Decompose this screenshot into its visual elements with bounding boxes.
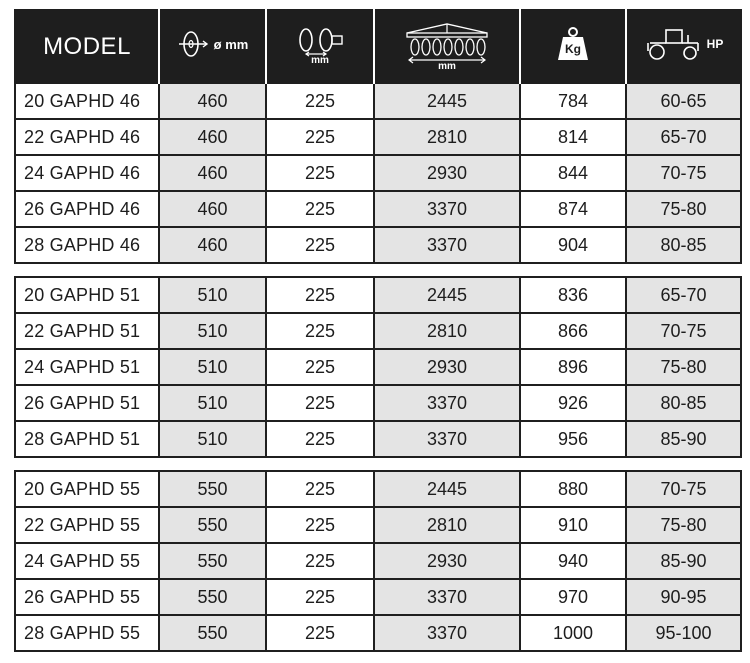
disc-diameter-cell: 550	[160, 544, 267, 580]
disc-diameter-cell: 460	[160, 120, 267, 156]
power-cell: 90-95	[627, 580, 742, 616]
disc-diameter-cell: 510	[160, 386, 267, 422]
disc-diameter-cell: 460	[160, 156, 267, 192]
model-cell: 20 GAPHD 46	[14, 84, 160, 120]
disc-spacing-cell: 225	[267, 314, 375, 350]
disc-spacing-cell: 225	[267, 422, 375, 458]
disc-diameter-cell: 460	[160, 228, 267, 264]
disc-spacing-cell: 225	[267, 156, 375, 192]
table-row	[14, 314, 742, 350]
model-column-header: MODEL	[14, 9, 160, 84]
model-cell: 22 GAPHD 51	[14, 314, 160, 350]
disc-diameter-cell: 510	[160, 278, 267, 314]
working-width-cell: 2445	[375, 472, 521, 508]
working-width-cell: 2810	[375, 508, 521, 544]
disc-spacing-cell: 225	[267, 580, 375, 616]
table-row	[14, 120, 742, 156]
power-unit: HP	[706, 37, 724, 51]
weight-header	[521, 9, 627, 84]
table-row	[14, 580, 742, 616]
disc-diameter-header	[160, 9, 267, 84]
table-row	[14, 228, 742, 264]
model-cell: 22 GAPHD 46	[14, 120, 160, 156]
power-cell: 85-90	[627, 544, 742, 580]
table-row	[14, 156, 742, 192]
disc-spacing-cell: 225	[267, 616, 375, 652]
disc-diameter-cell: 510	[160, 314, 267, 350]
disc-spacing-cell: 225	[267, 350, 375, 386]
model-cell: 24 GAPHD 55	[14, 544, 160, 580]
power-cell: 70-75	[627, 156, 742, 192]
weight-cell: 896	[521, 350, 627, 386]
power-cell: 75-80	[627, 350, 742, 386]
disc-spacing-header	[267, 9, 375, 84]
disc-diameter-cell: 550	[160, 472, 267, 508]
table-row	[14, 508, 742, 544]
power-cell: 70-75	[627, 472, 742, 508]
disc-spacing-cell: 225	[267, 472, 375, 508]
weight-cell: 956	[521, 422, 627, 458]
working-width-cell: 3370	[375, 192, 521, 228]
weight-cell: 844	[521, 156, 627, 192]
disc-spacing-icon	[292, 27, 348, 57]
working-width-icon	[401, 21, 493, 65]
disc-spacing-cell: 225	[267, 192, 375, 228]
spec-table-group-55	[14, 470, 742, 652]
working-width-header	[375, 9, 521, 84]
working-width-cell: 3370	[375, 228, 521, 264]
power-header	[627, 9, 742, 84]
working-width-cell: 2810	[375, 314, 521, 350]
working-width-cell: 2930	[375, 156, 521, 192]
table-row	[14, 386, 742, 422]
model-cell: 28 GAPHD 55	[14, 616, 160, 652]
working-width-cell: 3370	[375, 580, 521, 616]
power-cell: 85-90	[627, 422, 742, 458]
working-width-cell: 2930	[375, 544, 521, 580]
power-cell: 80-85	[627, 386, 742, 422]
model-cell: 22 GAPHD 55	[14, 508, 160, 544]
table-row	[14, 278, 742, 314]
model-cell: 20 GAPHD 55	[14, 472, 160, 508]
power-cell: 95-100	[627, 616, 742, 652]
weight-cell: 904	[521, 228, 627, 264]
power-cell: 65-70	[627, 278, 742, 314]
disc-spacing-cell: 225	[267, 228, 375, 264]
table-row	[14, 422, 742, 458]
model-cell: 24 GAPHD 51	[14, 350, 160, 386]
spec-table-group-46	[14, 84, 742, 264]
disc-spacing-cell: 225	[267, 386, 375, 422]
working-width-cell: 2810	[375, 120, 521, 156]
disc-diameter-unit: ø mm	[213, 36, 249, 52]
disc-diameter-cell: 460	[160, 192, 267, 228]
disc-diameter-cell: 510	[160, 350, 267, 386]
disc-diameter-cell: 510	[160, 422, 267, 458]
power-cell: 75-80	[627, 508, 742, 544]
working-width-cell: 2930	[375, 350, 521, 386]
model-cell: 26 GAPHD 55	[14, 580, 160, 616]
weight-cell: 784	[521, 84, 627, 120]
model-cell: 28 GAPHD 51	[14, 422, 160, 458]
weight-cell: 910	[521, 508, 627, 544]
model-cell: 24 GAPHD 46	[14, 156, 160, 192]
model-cell: 20 GAPHD 51	[14, 278, 160, 314]
model-cell: 26 GAPHD 51	[14, 386, 160, 422]
weight-cell: 970	[521, 580, 627, 616]
weight-cell: 880	[521, 472, 627, 508]
disc-spacing-cell: 225	[267, 84, 375, 120]
power-cell: 70-75	[627, 314, 742, 350]
table-row	[14, 544, 742, 580]
weight-cell: 874	[521, 192, 627, 228]
disc-diameter-cell: 550	[160, 508, 267, 544]
weight-cell: 926	[521, 386, 627, 422]
disc-diameter-cell: 550	[160, 616, 267, 652]
power-cell: 60-65	[627, 84, 742, 120]
disc-spacing-cell: 225	[267, 120, 375, 156]
disc-spacing-cell: 225	[267, 508, 375, 544]
model-cell: 26 GAPHD 46	[14, 192, 160, 228]
table-row	[14, 472, 742, 508]
weight-unit: Kg	[565, 42, 581, 56]
disc-spacing-cell: 225	[267, 544, 375, 580]
disc-spacing-cell: 225	[267, 278, 375, 314]
table-row	[14, 84, 742, 120]
disc-diameter-cell: 550	[160, 580, 267, 616]
working-width-cell: 2445	[375, 84, 521, 120]
weight-cell: 1000	[521, 616, 627, 652]
working-width-unit: mm	[438, 61, 456, 72]
spec-table-group-51	[14, 276, 742, 458]
disc-diameter-icon	[177, 29, 211, 59]
power-cell: 80-85	[627, 228, 742, 264]
weight-cell: 940	[521, 544, 627, 580]
working-width-cell: 3370	[375, 616, 521, 652]
power-cell: 75-80	[627, 192, 742, 228]
spec-table-header	[14, 9, 742, 84]
weight-cell: 814	[521, 120, 627, 156]
table-row	[14, 616, 742, 652]
weight-cell: 866	[521, 314, 627, 350]
working-width-cell: 3370	[375, 422, 521, 458]
disc-spacing-unit: mm	[311, 55, 329, 66]
table-row	[14, 350, 742, 386]
working-width-cell: 3370	[375, 386, 521, 422]
model-cell: 28 GAPHD 46	[14, 228, 160, 264]
working-width-cell: 2445	[375, 278, 521, 314]
table-row	[14, 192, 742, 228]
disc-diameter-cell: 460	[160, 84, 267, 120]
weight-cell: 836	[521, 278, 627, 314]
power-cell: 65-70	[627, 120, 742, 156]
tractor-icon	[644, 27, 704, 61]
